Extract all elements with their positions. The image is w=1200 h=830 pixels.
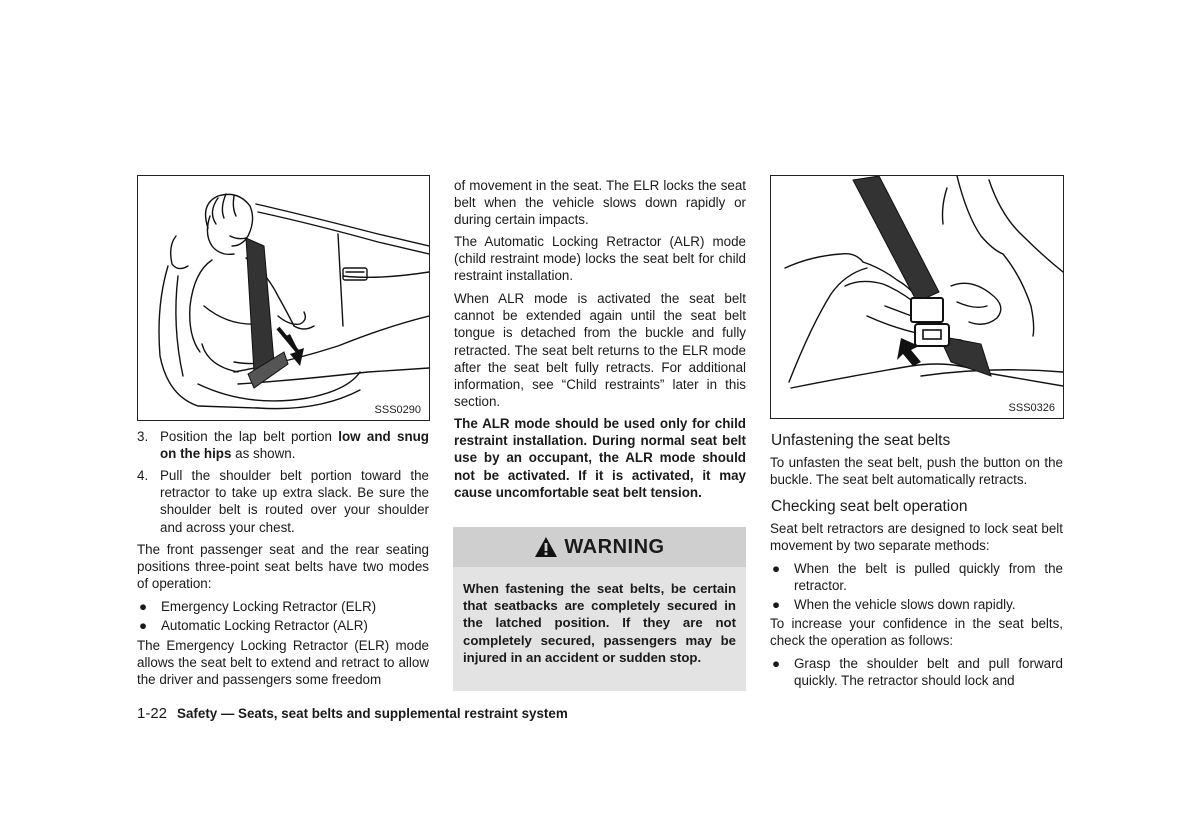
bullet-text: When the belt is pulled quickly from the retractor. xyxy=(794,561,1063,594)
step-4 xyxy=(137,467,429,537)
heading-checking: Checking seat belt operation xyxy=(771,498,968,515)
bullet-text: Grasp the shoulder belt and pull forward quickly. The retractor should lock and xyxy=(794,656,1063,689)
bullet-pulled-quickly xyxy=(770,560,1063,595)
paragraph-retractor-methods: Seat belt retractors are designed to lock seat belt movement by two separate methods: xyxy=(770,521,1063,554)
warning-title: WARNING xyxy=(564,535,665,558)
paragraph-alr-caution: The ALR mode should be used only for child restraint installation. During normal seat belt use by an occupant, the ALR mode should not be activated. If it is activated, it may cause uncomfortable seat belt tension. xyxy=(454,416,746,500)
figure-code: SSS0290 xyxy=(374,404,421,416)
paragraph-alr-description: The Automatic Locking Retractor (ALR) mode (child restraint mode) locks the seat belt for child restraint installation. xyxy=(454,234,746,284)
warning-header xyxy=(453,527,746,567)
bullet-dot: ● xyxy=(139,618,148,633)
bullet-slows-down xyxy=(770,596,1063,614)
paragraph-check-operation: To increase your confidence in the seat belts, check the operation as follows: xyxy=(770,616,1063,649)
bullet-text: Emergency Locking Retractor (ELR) xyxy=(161,599,377,614)
paragraph-elr-description: The Emergency Locking Retractor (ELR) mode allows the seat belt to extend and retract to allow the driver and passengers some freedom xyxy=(137,638,429,688)
bullet-text: When the vehicle slows down rapidly. xyxy=(794,597,1016,612)
warning-body xyxy=(453,567,746,691)
bullet-dot: ● xyxy=(772,597,781,612)
step-3 xyxy=(137,428,429,464)
paragraph-unfastening: To unfasten the seat belt, push the button on the buckle. The seat belt automatically retracts. xyxy=(770,455,1063,488)
step-number: 4. xyxy=(137,468,149,483)
figure-code: SSS0326 xyxy=(1008,402,1055,414)
paragraph-elr-continued: of movement in the seat. The ELR locks the seat belt when the vehicle slows down rapidly or during certain impacts. xyxy=(454,178,746,228)
paragraph-alr-activated: When ALR mode is activated the seat belt cannot be extended again until the seat belt tongue is detached from the buckle and fully retracted. The seat belt returns to the ELR mode after the seat belt fully retracts. For additional information, see “Child restraints” later in this section. xyxy=(454,291,746,410)
bullet-dot: ● xyxy=(772,561,781,576)
figure-seat-belt-lap-position xyxy=(137,175,430,421)
step-number: 3. xyxy=(137,429,149,444)
paragraph-modes-intro: The front passenger seat and the rear seating positions three-point seat belts have two modes of operation: xyxy=(137,542,429,592)
hands-buckle-illustration xyxy=(771,176,1063,418)
bullet-dot: ● xyxy=(139,599,148,614)
step-text: Position the lap belt portion xyxy=(160,429,339,444)
bullet-elr xyxy=(137,598,429,616)
page-footer xyxy=(137,705,568,722)
warning-triangle-icon xyxy=(534,536,558,558)
step-text: Pull the shoulder belt portion toward the retractor to take up extra slack. Be sure the shoulder belt is routed over your shoulder and across your chest. xyxy=(160,468,429,535)
bullet-text: Automatic Locking Retractor (ALR) xyxy=(161,618,368,633)
figure-unfasten-buckle xyxy=(770,175,1064,419)
bullet-dot: ● xyxy=(772,656,781,671)
section-title: Safety — Seats, seat belts and supplemental restraint system xyxy=(177,706,568,721)
warning-text: When fastening the seat belts, be certain that seatbacks are completely secured in the latched position. If they are not completely secured, passengers may be injured in an accident or sudden stop. xyxy=(463,581,736,665)
bullet-grasp-belt xyxy=(770,655,1063,690)
bullet-alr xyxy=(137,617,429,635)
page-number: 1-22 xyxy=(137,705,168,722)
step-emphasis: low and snug on the hips xyxy=(160,429,429,462)
step-text-end: as shown. xyxy=(231,446,296,462)
seated-passenger-illustration xyxy=(138,176,429,420)
heading-unfastening: Unfastening the seat belts xyxy=(771,432,951,449)
